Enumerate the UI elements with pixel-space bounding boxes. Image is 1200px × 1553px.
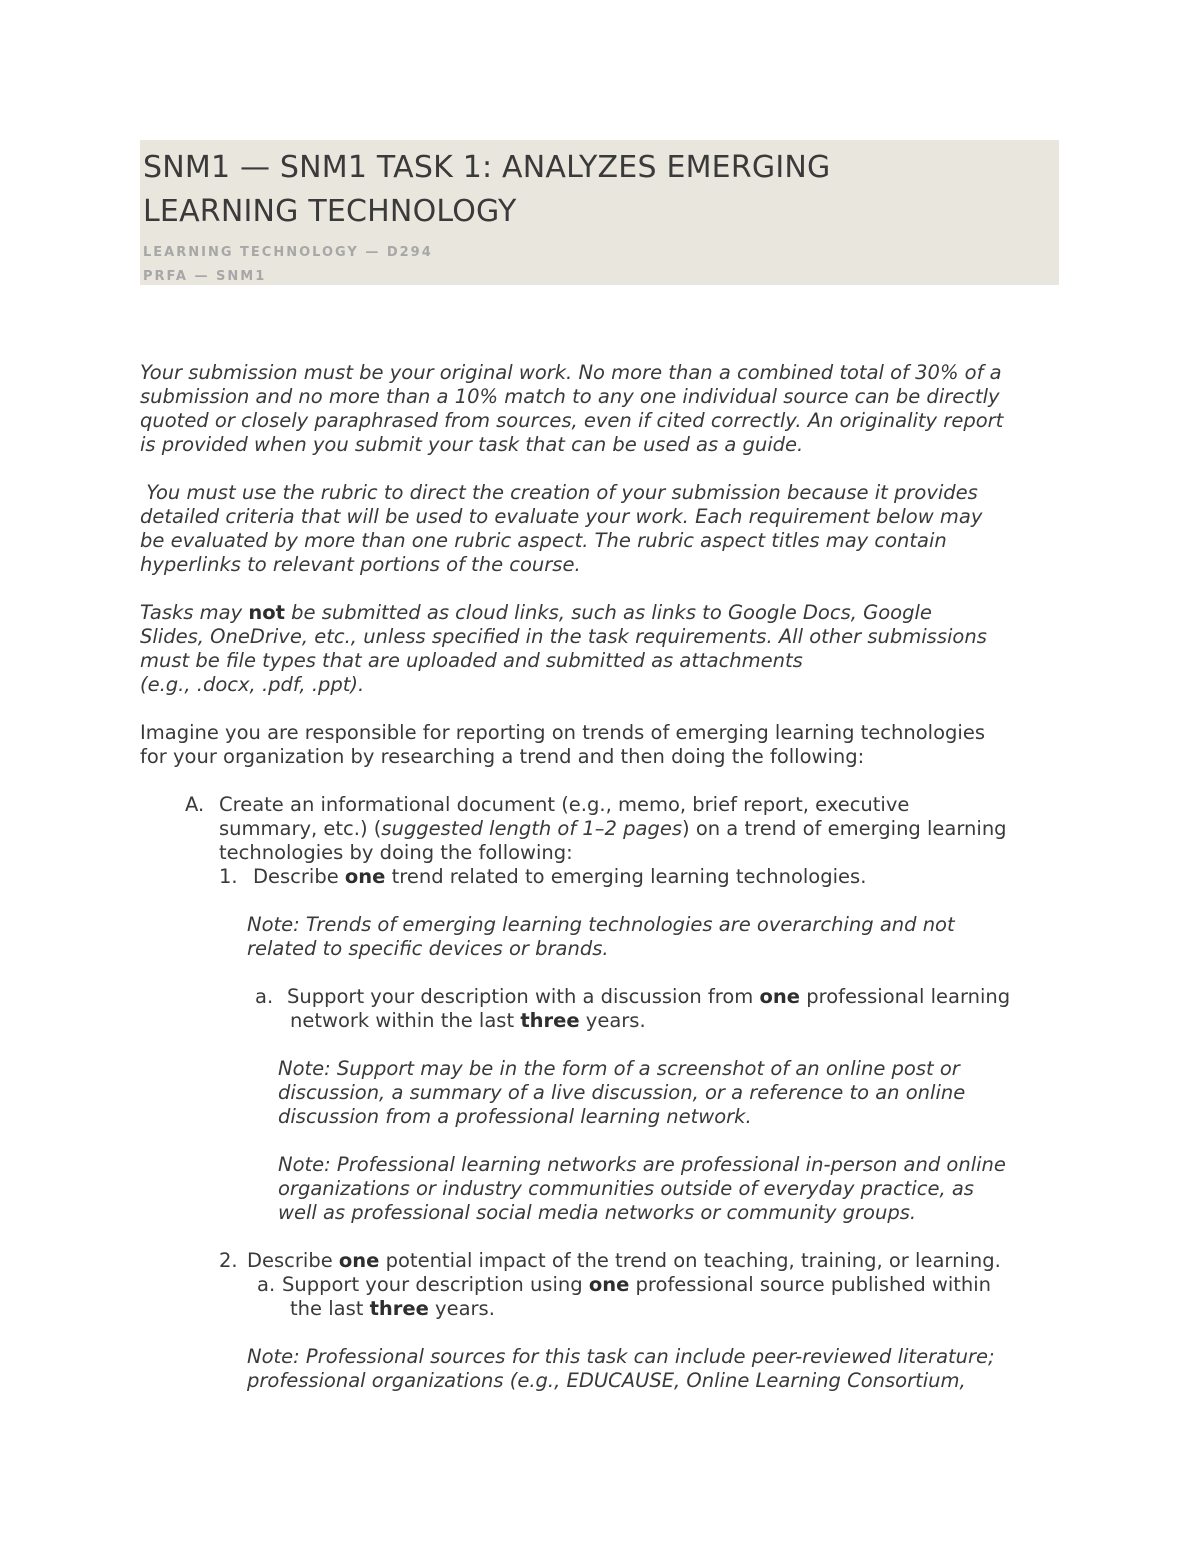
text-line: Your submission must be your original work. No more than a combined total of 30% of a — [140, 361, 1002, 384]
text-line — [219, 817, 1007, 841]
document-header — [140, 140, 1059, 285]
text-line: submission and no more than a 10% match to any one individual source can be directly — [140, 385, 1000, 408]
text-run: Describe — [247, 1249, 339, 1272]
suggested-length: suggested length of 1–2 pages — [381, 817, 683, 840]
list-marker: A. — [185, 793, 205, 816]
text-line: (e.g., .docx, .pdf, .ppt). — [140, 673, 365, 696]
text-line: hyperlinks to relevant portions of the course. — [140, 553, 581, 576]
text-line: technologies by doing the following: — [219, 841, 573, 864]
text-run: ) on a trend of emerging learning — [682, 817, 1007, 840]
note-line: discussion, a summary of a live discussion, or a reference to an online — [278, 1081, 966, 1104]
emphasis: not — [248, 601, 285, 624]
text-run: years. — [428, 1297, 495, 1320]
text-line: Imagine you are responsible for reporting on trends of emerging learning technologies — [140, 721, 985, 744]
text-line: quoted or closely paraphrased from sources, even if cited correctly. An originality report — [140, 409, 1004, 432]
text-line — [140, 601, 932, 625]
note-line: discussion from a professional learning network. — [278, 1105, 752, 1128]
text-line: Create an informational document (e.g., memo, brief report, executive — [219, 793, 910, 816]
note-line: Note: Support may be in the form of a screenshot of an online post or — [278, 1057, 960, 1080]
text-line — [290, 1297, 495, 1321]
title-line-2: LEARNING TECHNOLOGY — [143, 194, 517, 229]
emphasis: one — [344, 865, 386, 888]
list-marker: a. — [257, 1273, 276, 1296]
text-line: is provided when you submit your task that can be used as a guide. — [140, 433, 804, 456]
emphasis: one — [338, 1249, 380, 1272]
text-run: Support your description with a discussion from — [287, 985, 760, 1008]
text-run: be submitted as cloud links, such as links to Google Docs, Google — [284, 601, 932, 624]
emphasis: three — [369, 1297, 429, 1320]
emphasis: three — [520, 1009, 580, 1032]
note-line: related to specific devices or brands. — [247, 937, 609, 960]
text-run: Tasks may — [140, 601, 249, 624]
note-line: well as professional social media networks or community groups. — [278, 1201, 917, 1224]
title-line-1: SNM1 — SNM1 TASK 1: ANALYZES EMERGING — [143, 150, 831, 185]
text-line — [247, 1249, 1001, 1273]
text-line: You must use the rubric to direct the creation of your submission because it provides — [140, 481, 978, 504]
text-line — [253, 865, 866, 889]
list-marker: 1. — [219, 865, 238, 888]
text-run: potential impact of the trend on teaching, training, or learning. — [379, 1249, 1001, 1272]
task-code-label: PRFA — SNM1 — [143, 269, 267, 284]
text-run: the last — [290, 1297, 370, 1320]
text-line — [290, 1009, 646, 1033]
document-title — [143, 146, 1043, 234]
text-line: must be file types that are uploaded and submitted as attachments — [140, 649, 803, 672]
note-line: organizations or industry communities outside of everyday practice, as — [278, 1177, 974, 1200]
text-line: for your organization by researching a trend and then doing the following: — [140, 745, 865, 768]
course-label: LEARNING TECHNOLOGY — D294 — [143, 245, 433, 260]
text-run: professional source published within — [629, 1273, 992, 1296]
text-line: detailed criteria that will be used to evaluate your work. Each requirement below may — [140, 505, 983, 528]
text-run: trend related to emerging learning technologies. — [385, 865, 867, 888]
emphasis: one — [588, 1273, 630, 1296]
list-marker: a. — [255, 985, 274, 1008]
text-run: Describe — [253, 865, 345, 888]
text-run: professional learning — [800, 985, 1011, 1008]
list-marker: 2. — [219, 1249, 238, 1272]
text-line: Slides, OneDrive, etc., unless specified in the task requirements. All other submissions — [140, 625, 987, 648]
emphasis: one — [759, 985, 801, 1008]
note-line: Note: Professional sources for this task can include peer-reviewed literature; — [247, 1345, 995, 1368]
note-line: Note: Trends of emerging learning technologies are overarching and not — [247, 913, 955, 936]
text-line — [282, 1273, 991, 1297]
text-line — [287, 985, 1010, 1009]
text-line: be evaluated by more than one rubric aspect. The rubric aspect titles may contain — [140, 529, 947, 552]
note-line: professional organizations (e.g., EDUCAUSE, Online Learning Consortium, — [247, 1369, 966, 1392]
text-run: summary, etc.) ( — [219, 817, 382, 840]
text-run: years. — [579, 1009, 646, 1032]
note-line: Note: Professional learning networks are professional in-person and online — [278, 1153, 1006, 1176]
text-run: Support your description using — [282, 1273, 589, 1296]
text-run: network within the last — [290, 1009, 521, 1032]
